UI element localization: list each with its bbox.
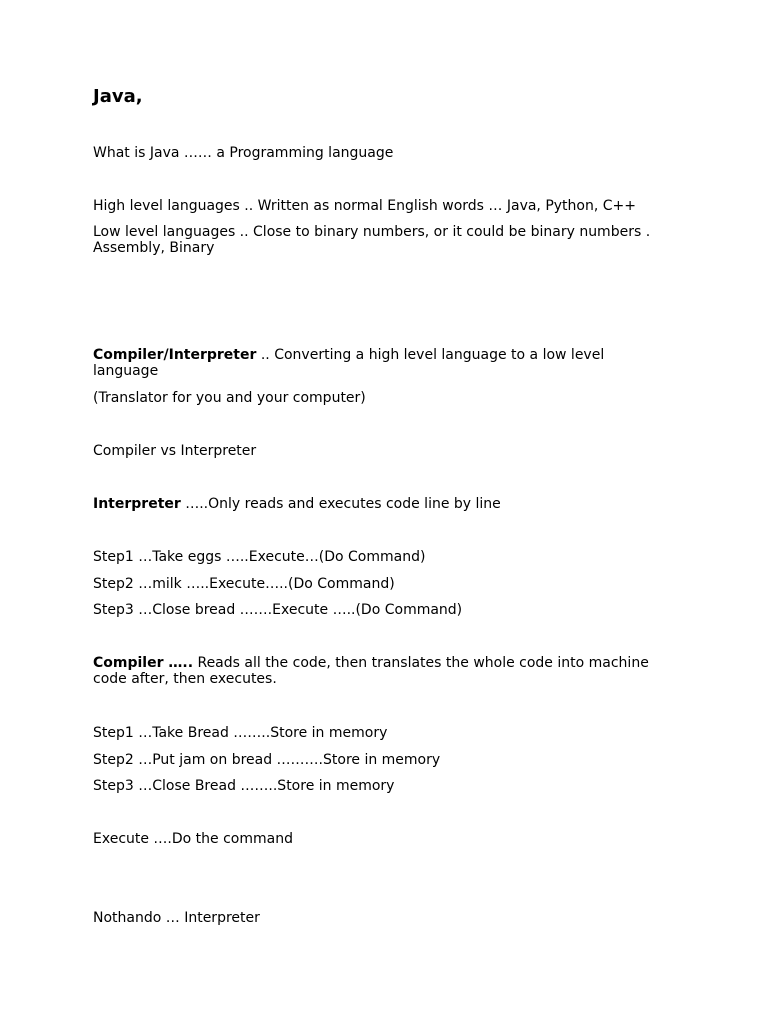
interpreter-step-2: Step2 …milk …..Execute…..(Do Command) [93,576,395,592]
compiler-vs-interpreter-heading: Compiler vs Interpreter [93,443,257,459]
footer-line: Nothando … Interpreter [93,910,260,926]
interpreter-text: …..Only reads and executes code line by line [180,496,501,512]
high-level-languages-line: High level languages .. Written as normal English words … Java, Python, C++ [93,198,636,214]
compiler-step-2: Step2 …Put jam on bread ……….Store in memory [93,752,441,768]
compiler-text: Reads all the code, then translates the whole code into machine code after, then executes. [93,655,649,687]
translator-note: (Translator for you and your computer) [93,390,366,406]
execute-line: Execute ….Do the command [93,831,293,847]
compiler-definition [93,655,673,687]
compiler-step-1: Step1 …Take Bread ……..Store in memory [93,725,388,741]
low-level-languages-line: Low level languages .. Close to binary numbers, or it could be binary numbers . Assembly, Binary [93,224,651,256]
compiler-step-3: Step3 …Close Bread ……..Store in memory [93,778,395,794]
compiler-term: Compiler ….. [93,655,194,671]
compiler-interpreter-definition [93,347,673,379]
interpreter-definition [93,496,673,512]
compiler-interpreter-term: Compiler/Interpreter [93,347,257,363]
what-is-java-line: What is Java …… a Programming language [93,145,394,161]
interpreter-step-3: Step3 …Close bread …….Execute …..(Do Command) [93,602,463,618]
interpreter-term: Interpreter [93,496,181,512]
interpreter-step-1: Step1 …Take eggs …..Execute…(Do Command) [93,549,426,565]
document-title: Java, [93,86,143,107]
compiler-interpreter-text: .. Converting a high level language to a low level language [93,347,605,379]
